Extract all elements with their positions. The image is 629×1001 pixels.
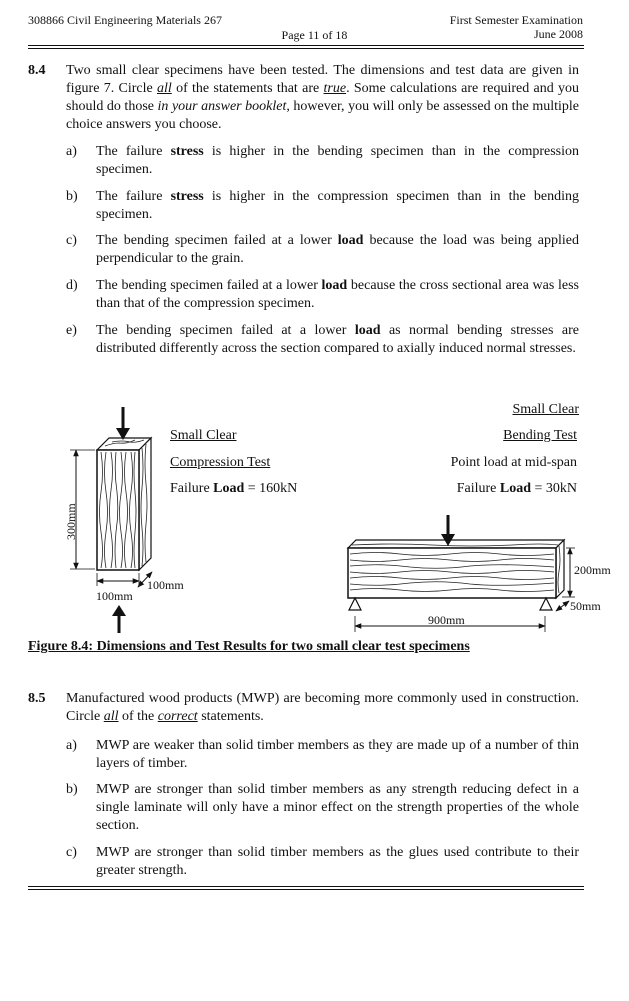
option-text-part: The bending specimen failed at a lower — [96, 323, 355, 338]
bend-title-2: Bending Test — [503, 428, 577, 443]
dim-width-label: 100mm — [147, 578, 184, 592]
option-text-part: The bending specimen failed at a lower — [96, 233, 338, 248]
option-text-part: is higher in the compression specimen than in the bending specimen. — [96, 189, 579, 222]
comp-failure-load — [170, 480, 297, 498]
option-letter: b) — [66, 782, 78, 797]
dim-beam-depth-label: 200mm — [574, 563, 611, 577]
q85-intro-correct: correct — [157, 709, 198, 724]
option-letter: b) — [66, 189, 78, 204]
option-text-bold: stress — [170, 144, 204, 159]
figure-caption: Figure 8.4: Dimensions and Test Results for two small clear test specimens — [28, 639, 470, 654]
option-letter: c) — [66, 233, 77, 248]
q85-intro-part: Manufactured wood products (MWP) are becoming more commonly used in construction. Circle — [66, 691, 579, 724]
option-text: MWP are stronger than solid timber members as any strength reducing defect in a single laminate will only have a minor effect on the strength properties of the whole section. — [96, 782, 579, 833]
option-text-part: The bending specimen failed at a lower — [96, 278, 322, 293]
header-exam-title: First Semester Examination — [449, 13, 583, 27]
label-bold: Load — [213, 481, 245, 496]
q84-intro-booklet: in your answer booklet — [157, 99, 287, 114]
label-part: Failure — [456, 481, 500, 496]
dim-span-label: 900mm — [428, 613, 465, 627]
option-letter: a) — [66, 144, 77, 159]
option-text-bold: stress — [170, 189, 204, 204]
option-text-part: because the cross sectional area was less than that of the compression specimen. — [96, 278, 579, 311]
header-date: June 2008 — [534, 27, 583, 41]
q85-intro-part: of the — [118, 709, 158, 724]
footer-rule-top — [28, 886, 584, 887]
option-letter: a) — [66, 738, 77, 753]
option-text-bold: load — [321, 278, 348, 293]
q84-intro-part: of the statements that are — [171, 81, 324, 96]
comp-title-2: Compression Test — [170, 455, 271, 470]
q84-intro-part: , however, you will only be assessed on the multiple choice answers you choose. — [66, 99, 579, 132]
option-text-part: because the load was being applied perpendicular to the grain. — [96, 233, 580, 266]
q84-intro-part: . Some calculations are required and you should do those — [66, 81, 580, 114]
header-page-number: Page 11 of 18 — [281, 28, 348, 42]
option-letter: c) — [66, 845, 77, 860]
option-text-part: The failure — [96, 144, 171, 159]
bend-failure-load — [457, 480, 577, 498]
option-text: MWP are weaker than solid timber members as they are made up of a number of thin layers of timber. — [96, 738, 579, 771]
footer-rule-bottom — [28, 889, 584, 890]
label-part: Failure — [170, 481, 214, 496]
q85-intro-part: statements. — [197, 709, 264, 724]
label-part: = 30kN — [530, 481, 577, 496]
option-text-part: is higher in the bending specimen than in the compression specimen. — [96, 144, 579, 177]
dim-height-label: 300mm — [64, 503, 78, 540]
comp-title-1: Small Clear — [170, 428, 237, 443]
bend-title-1: Small Clear — [512, 402, 579, 417]
option-text-part: as normal bending stresses are distributed differently across the section compared to axially induced normal stresses. — [96, 323, 579, 356]
option-text: MWP are stronger than solid timber members as the glues used contribute to their greater strength. — [96, 845, 579, 878]
option-text-part: The failure — [96, 189, 171, 204]
q84-intro-part: Two small clear specimens have been tested. The dimensions and test data are given in figure 7. Circle — [66, 63, 579, 96]
q84-intro-all: all — [157, 81, 172, 96]
option-letter: d) — [66, 278, 78, 293]
question-8-5-number: 8.5 — [28, 691, 46, 706]
q85-intro-all: all — [103, 709, 119, 724]
dim-beam-width-label: 50mm — [570, 599, 601, 613]
question-8-5-text — [66, 690, 579, 726]
option-text-bold: load — [354, 323, 381, 338]
question-8-4-number: 8.4 — [28, 63, 46, 78]
label-bold: Load — [499, 481, 531, 496]
label-part: = 160kN — [244, 481, 298, 496]
option-letter: e) — [66, 323, 77, 338]
header-course: 308866 Civil Engineering Materials 267 — [28, 13, 222, 27]
bend-point-load: Point load at mid-span — [450, 455, 577, 470]
q84-intro-true: true — [323, 81, 347, 96]
dim-depth-label: 100mm — [96, 589, 133, 603]
option-text-bold: load — [337, 233, 364, 248]
